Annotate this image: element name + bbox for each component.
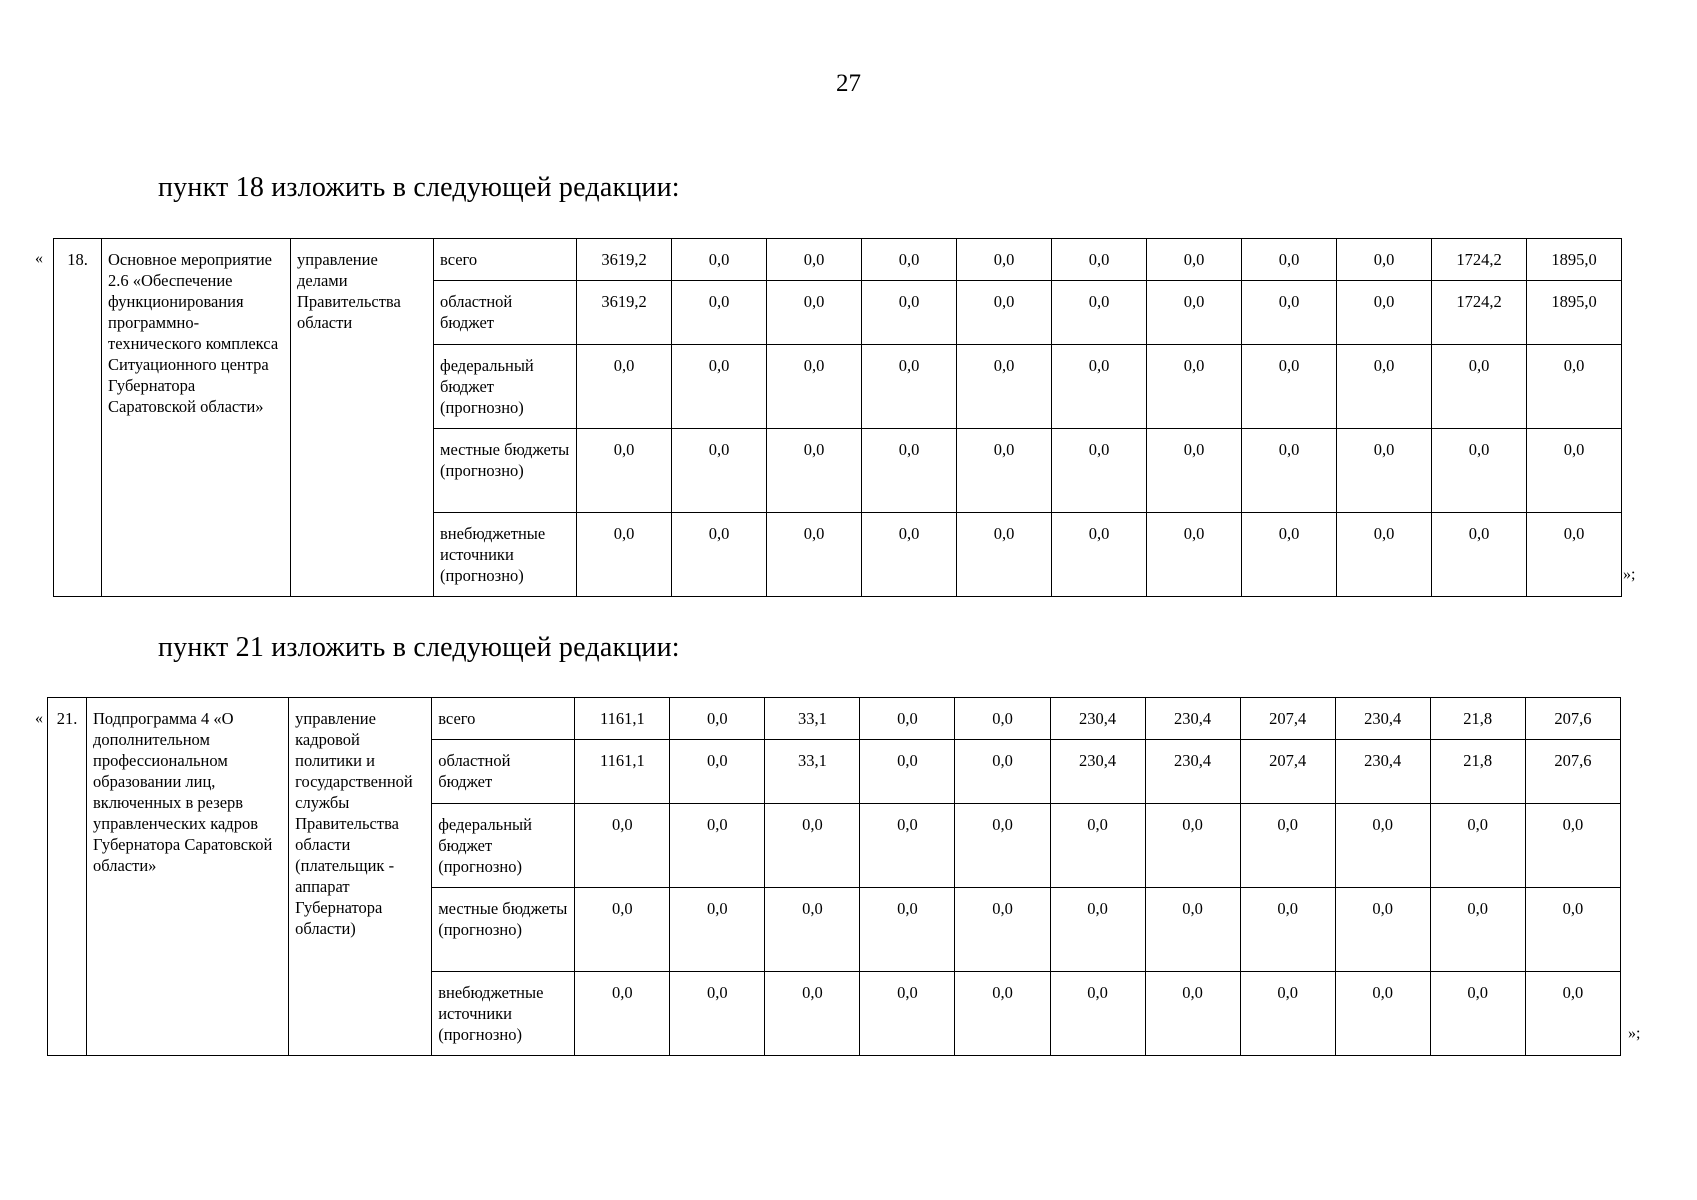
amount-cell: 1895,0 (1527, 281, 1622, 345)
funding-source: федеральный бюджет (прогнозно) (432, 804, 575, 888)
opening-quote: « (35, 710, 43, 727)
opening-quote: « (35, 250, 43, 267)
budget-table (53, 238, 1622, 597)
table-row (54, 239, 1622, 281)
funding-source: областной бюджет (432, 740, 575, 804)
amount-cell: 0,0 (862, 345, 957, 429)
amount-cell: 0,0 (1052, 513, 1147, 597)
amount-cell: 0,0 (1337, 429, 1432, 513)
funding-source: местные бюджеты (прогнозно) (432, 888, 575, 972)
amount-cell: 0,0 (1432, 513, 1527, 597)
amount-cell: 0,0 (765, 972, 860, 1056)
amount-cell: 230,4 (1145, 698, 1240, 740)
amount-cell: 0,0 (955, 972, 1050, 1056)
amount-cell: 0,0 (1430, 804, 1525, 888)
amount-cell: 0,0 (1145, 888, 1240, 972)
amount-cell: 0,0 (1052, 281, 1147, 345)
amount-cell: 0,0 (1430, 888, 1525, 972)
amount-cell: 0,0 (955, 698, 1050, 740)
amount-cell: 0,0 (1337, 513, 1432, 597)
closing-quote: »; (1628, 1025, 1641, 1042)
amount-cell: 0,0 (1052, 345, 1147, 429)
amount-cell: 207,4 (1240, 740, 1335, 804)
amount-cell: 0,0 (957, 281, 1052, 345)
amount-cell: 0,0 (1242, 429, 1337, 513)
section-heading: пункт 18 изложить в следующей редакции: (158, 172, 680, 203)
amount-cell: 0,0 (1337, 239, 1432, 281)
amount-cell: 0,0 (577, 345, 672, 429)
amount-cell: 21,8 (1430, 740, 1525, 804)
amount-cell: 33,1 (765, 698, 860, 740)
amount-cell: 0,0 (862, 513, 957, 597)
funding-source: всего (434, 239, 577, 281)
amount-cell: 0,0 (1337, 345, 1432, 429)
amount-cell: 0,0 (670, 888, 765, 972)
closing-quote: »; (1623, 566, 1636, 583)
amount-cell: 0,0 (767, 239, 862, 281)
amount-cell: 0,0 (1240, 804, 1335, 888)
amount-cell: 0,0 (670, 740, 765, 804)
table-row (48, 698, 1621, 740)
amount-cell: 0,0 (767, 345, 862, 429)
funding-source: всего (432, 698, 575, 740)
measure-description: Основное мероприятие 2.6 «Обеспечение функционирования программно-технического комплекса Ситуационного центра Губернатора Саратовской области» (102, 239, 291, 597)
amount-cell: 0,0 (1145, 972, 1240, 1056)
amount-cell: 0,0 (577, 513, 672, 597)
amount-cell: 0,0 (765, 888, 860, 972)
executor: управление кадровой политики и государственной службы Правительства области (плательщик - аппарат Губернатора области) (289, 698, 432, 1056)
amount-cell: 0,0 (1335, 804, 1430, 888)
funding-source: внебюджетные источники (прогнозно) (434, 513, 577, 597)
amount-cell: 230,4 (1145, 740, 1240, 804)
amount-cell: 0,0 (955, 804, 1050, 888)
amount-cell: 0,0 (1242, 345, 1337, 429)
amount-cell: 0,0 (765, 804, 860, 888)
amount-cell: 0,0 (767, 429, 862, 513)
amount-cell: 0,0 (1145, 804, 1240, 888)
amount-cell: 0,0 (1052, 239, 1147, 281)
amount-cell: 0,0 (862, 281, 957, 345)
amount-cell: 0,0 (575, 888, 670, 972)
executor: управление делами Правительства области (291, 239, 434, 597)
amount-cell: 0,0 (860, 804, 955, 888)
amount-cell: 0,0 (1335, 888, 1430, 972)
amount-cell: 1895,0 (1527, 239, 1622, 281)
amount-cell: 0,0 (860, 888, 955, 972)
amount-cell: 0,0 (672, 239, 767, 281)
funding-source: местные бюджеты (прогнозно) (434, 429, 577, 513)
amount-cell: 0,0 (957, 429, 1052, 513)
amount-cell: 207,6 (1525, 740, 1620, 804)
amount-cell: 0,0 (1337, 281, 1432, 345)
funding-source: федеральный бюджет (прогнозно) (434, 345, 577, 429)
budget-table (47, 697, 1621, 1056)
measure-description: Подпрограмма 4 «О дополнительном профессиональном образовании лиц, включенных в резерв управленческих кадров Губернатора Саратовской области» (87, 698, 289, 1056)
amount-cell: 0,0 (1242, 281, 1337, 345)
amount-cell: 0,0 (575, 972, 670, 1056)
amount-cell: 0,0 (1242, 239, 1337, 281)
amount-cell: 230,4 (1335, 740, 1430, 804)
amount-cell: 0,0 (1432, 429, 1527, 513)
amount-cell: 3619,2 (577, 281, 672, 345)
amount-cell: 0,0 (1527, 513, 1622, 597)
amount-cell: 207,6 (1525, 698, 1620, 740)
amount-cell: 0,0 (860, 972, 955, 1056)
amount-cell: 0,0 (767, 513, 862, 597)
amount-cell: 0,0 (672, 513, 767, 597)
page-number: 27 (836, 70, 861, 97)
amount-cell: 0,0 (1525, 972, 1620, 1056)
amount-cell: 0,0 (577, 429, 672, 513)
amount-cell: 0,0 (672, 345, 767, 429)
amount-cell: 3619,2 (577, 239, 672, 281)
amount-cell: 0,0 (957, 239, 1052, 281)
amount-cell: 0,0 (1147, 345, 1242, 429)
amount-cell: 0,0 (670, 804, 765, 888)
amount-cell: 230,4 (1050, 740, 1145, 804)
amount-cell: 21,8 (1430, 698, 1525, 740)
amount-cell: 0,0 (862, 429, 957, 513)
amount-cell: 0,0 (1050, 804, 1145, 888)
funding-source: внебюджетные источники (прогнозно) (432, 972, 575, 1056)
amount-cell: 0,0 (1335, 972, 1430, 1056)
amount-cell: 230,4 (1335, 698, 1430, 740)
amount-cell: 0,0 (767, 281, 862, 345)
amount-cell: 207,4 (1240, 698, 1335, 740)
amount-cell: 0,0 (672, 281, 767, 345)
row-number: 18. (54, 239, 102, 597)
amount-cell: 0,0 (1147, 429, 1242, 513)
amount-cell: 0,0 (1432, 345, 1527, 429)
amount-cell: 0,0 (575, 804, 670, 888)
amount-cell: 0,0 (1147, 281, 1242, 345)
amount-cell: 0,0 (1240, 888, 1335, 972)
amount-cell: 0,0 (957, 513, 1052, 597)
amount-cell: 0,0 (1242, 513, 1337, 597)
amount-cell: 0,0 (1430, 972, 1525, 1056)
amount-cell: 1724,2 (1432, 239, 1527, 281)
amount-cell: 0,0 (1050, 888, 1145, 972)
amount-cell: 0,0 (1240, 972, 1335, 1056)
amount-cell: 1161,1 (575, 698, 670, 740)
amount-cell: 0,0 (1052, 429, 1147, 513)
funding-source: областной бюджет (434, 281, 577, 345)
amount-cell: 0,0 (672, 429, 767, 513)
amount-cell: 0,0 (1525, 888, 1620, 972)
amount-cell: 0,0 (955, 740, 1050, 804)
section-heading: пункт 21 изложить в следующей редакции: (158, 632, 680, 663)
amount-cell: 0,0 (957, 345, 1052, 429)
amount-cell: 0,0 (860, 698, 955, 740)
amount-cell: 0,0 (955, 888, 1050, 972)
amount-cell: 0,0 (1147, 239, 1242, 281)
amount-cell: 0,0 (1147, 513, 1242, 597)
amount-cell: 0,0 (1527, 345, 1622, 429)
amount-cell: 0,0 (1525, 804, 1620, 888)
amount-cell: 230,4 (1050, 698, 1145, 740)
amount-cell: 0,0 (1050, 972, 1145, 1056)
amount-cell: 0,0 (1527, 429, 1622, 513)
amount-cell: 0,0 (670, 972, 765, 1056)
amount-cell: 1161,1 (575, 740, 670, 804)
amount-cell: 0,0 (862, 239, 957, 281)
amount-cell: 1724,2 (1432, 281, 1527, 345)
amount-cell: 0,0 (860, 740, 955, 804)
amount-cell: 33,1 (765, 740, 860, 804)
amount-cell: 0,0 (670, 698, 765, 740)
row-number: 21. (48, 698, 87, 1056)
